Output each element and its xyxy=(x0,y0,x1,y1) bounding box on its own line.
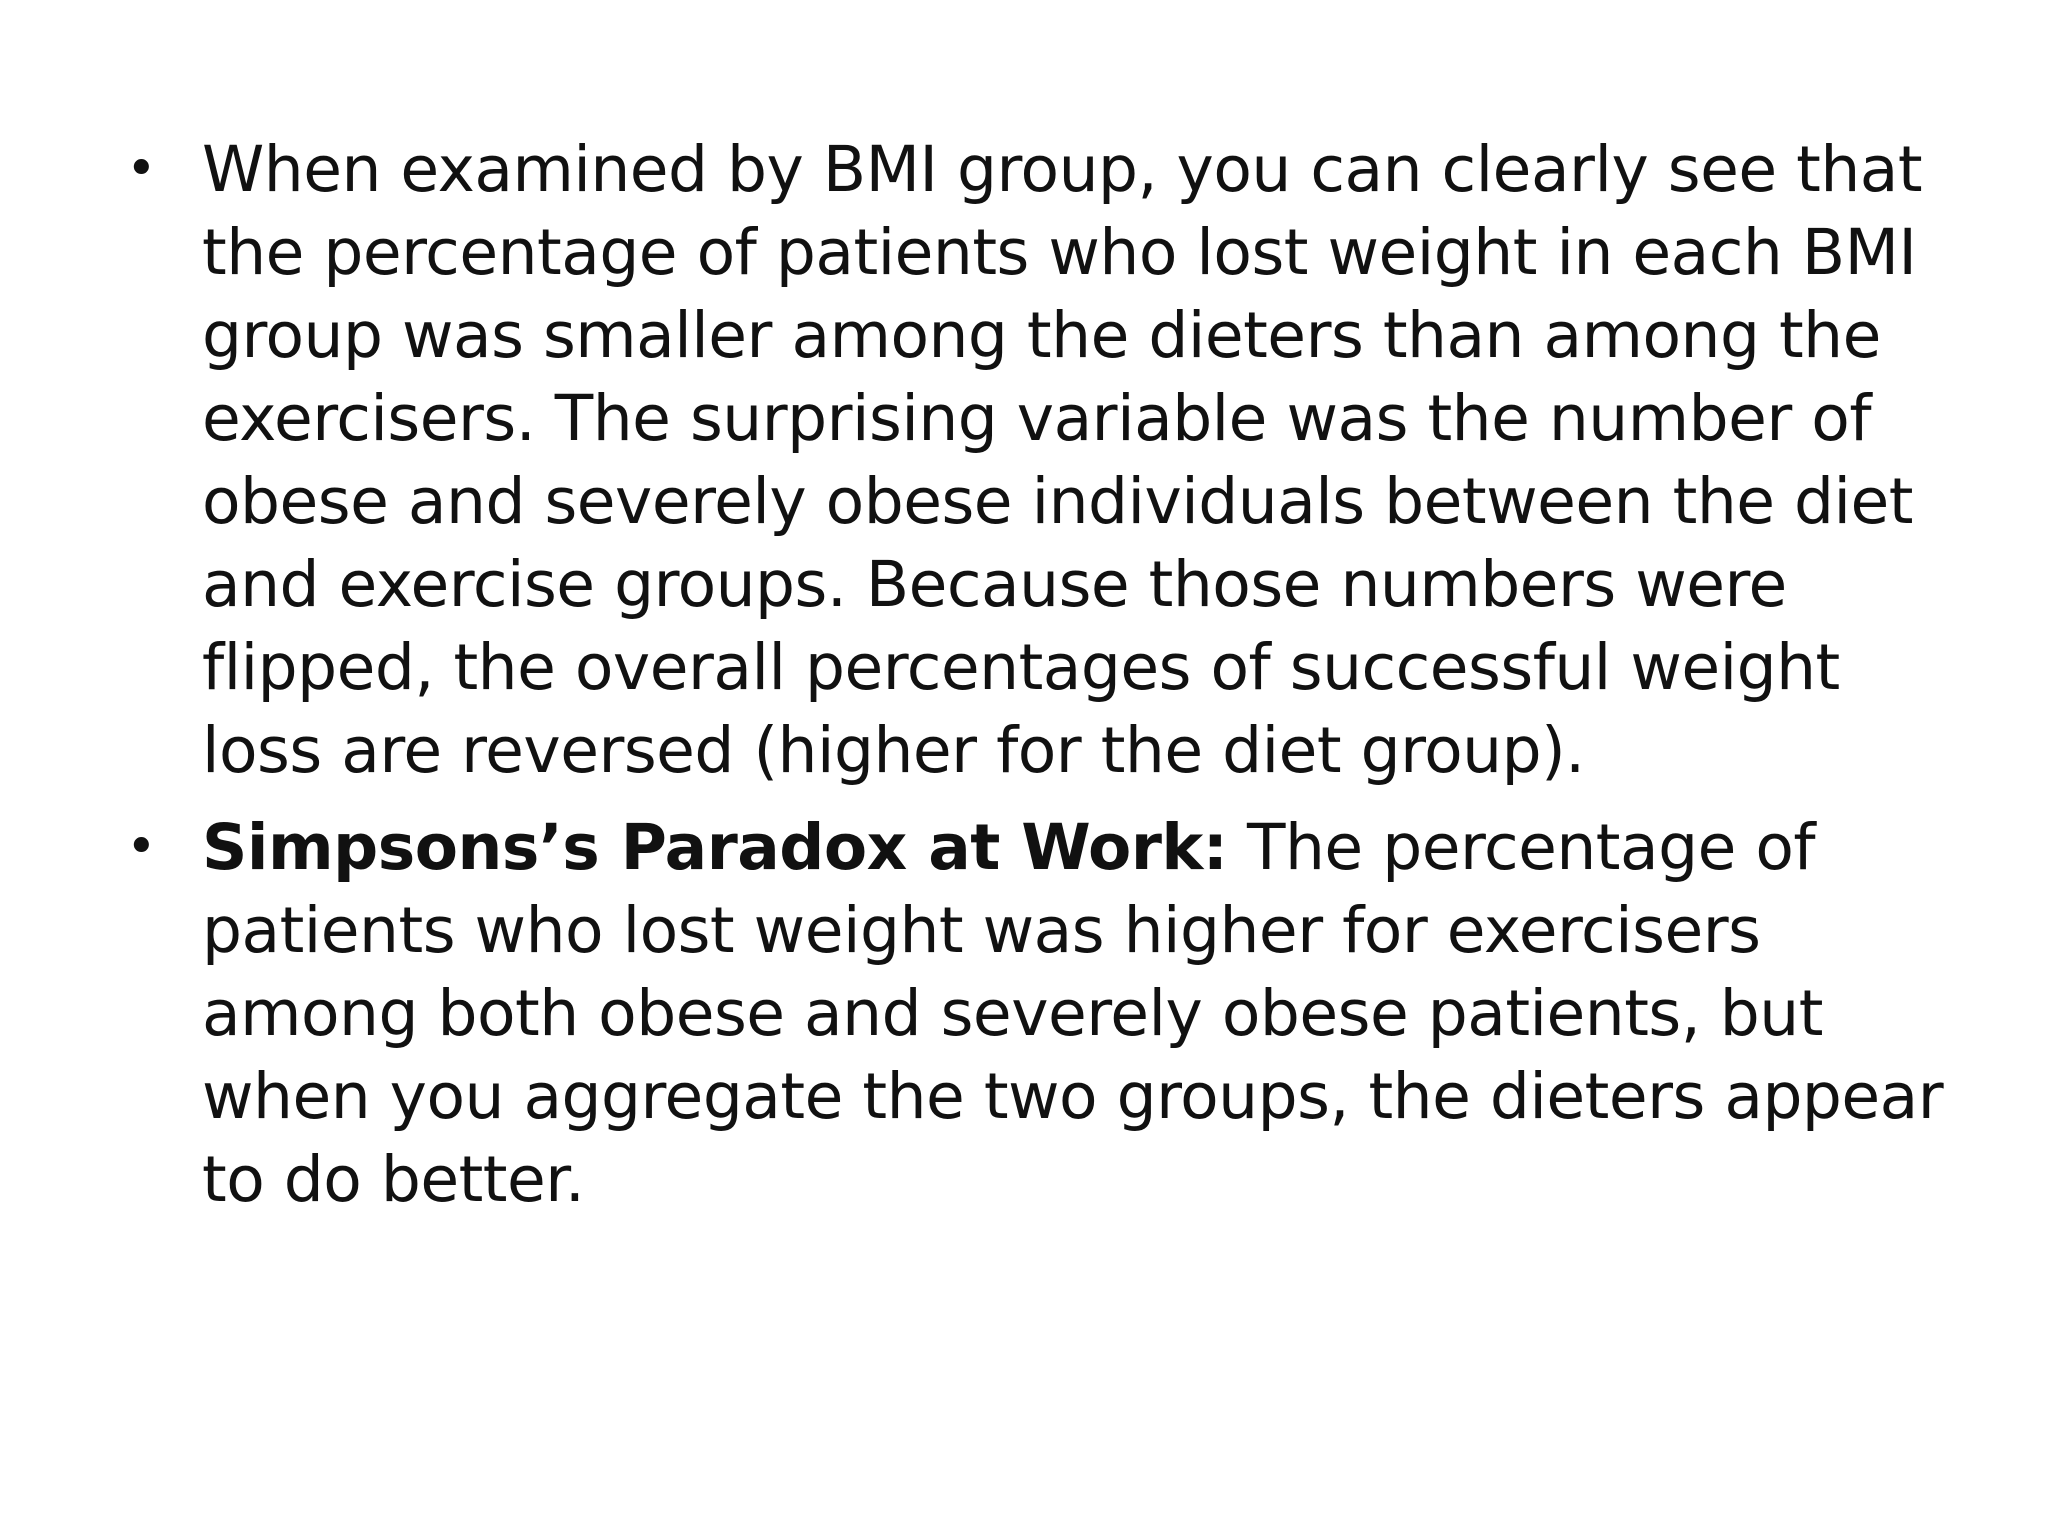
bullet-item-bmi-group xyxy=(124,128,1954,792)
bullet-text: The percentage of patients who lost weight was higher for exercisers among both obese and severely obese patients, but when you aggregate the two groups, the dieters appear to do better. xyxy=(202,811,1944,1216)
bullet-item-simpsons-paradox xyxy=(124,806,1954,1221)
bullet-text: When examined by BMI group, you can clearly see that the percentage of patients who lost weight in each BMI group was smaller among the dieters than among the exercisers. The surprising variable was the number of obese and severely obese individuals between the diet and exercise groups. Because those numbers were flipped, the overall percentages of successful weight loss are reversed (higher for the diet group). xyxy=(202,133,1923,787)
bullet-marker: • xyxy=(126,817,157,877)
bullet-lead-bold: Simpsons’s Paradox at Work: xyxy=(202,811,1228,884)
bullet-marker: • xyxy=(126,139,157,199)
bullet-list xyxy=(124,128,1954,1235)
